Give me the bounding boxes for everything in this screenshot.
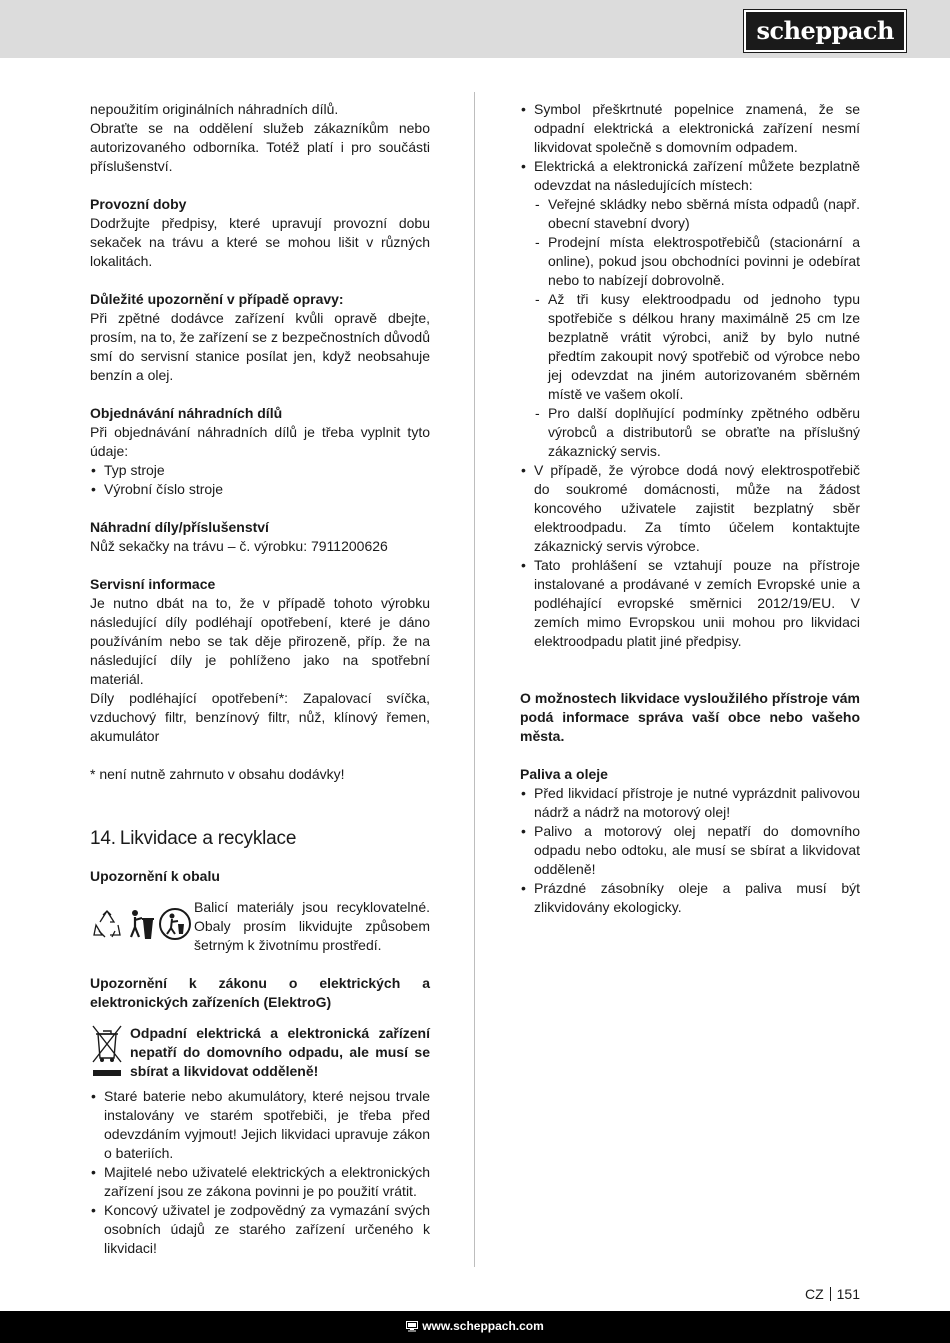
sub-list-item: - Až tři kusy elektroodpadu od jednoho typu spotřebiče s délkou hrany maximálně 25 cm lze bezplatně vrátit výrobci, aniž by bylo nutné předtím zakoupit nový spotřebič od výrobce nebo jej odevzdat na jiném autorizovaném sběrném místě ve vašem okolí.: [534, 290, 860, 404]
servis-text-2: Díly podléhající opotřebení*: Zapalovací svíčka, vzduchový filtr, benzínový filtr, nůž, klínový řemen, akumulátor: [90, 690, 430, 744]
intro-text: nepoužitím originálních náhradních dílů.: [90, 101, 339, 117]
sub-list-item: - Veřejné skládky nebo sběrná místa odpadů (např. obecní stavební dvory): [534, 195, 860, 233]
footer-bar: [0, 1311, 950, 1343]
list-item: • Před likvidací přístroje je nutné vyprázdnit palivovou nádrž a nádrž na motorový olej!: [520, 784, 860, 822]
weee-icon: [90, 1024, 130, 1087]
list-item: • Prázdné zásobníky oleje a paliva musí být zlikvidovány ekologicky.: [520, 879, 860, 917]
brand-logo: scheppach: [744, 10, 906, 52]
right-column: [520, 100, 860, 917]
monitor-icon: [406, 1321, 418, 1332]
objednavani-text: Při objednávání náhradních dílů je třeba vyplnit tyto údaje:: [90, 424, 430, 459]
page-separator: [830, 1287, 831, 1301]
paliva-heading: Paliva a oleje: [520, 766, 608, 782]
elektro-list: [90, 1087, 430, 1258]
page-number: [805, 1286, 860, 1302]
list-item: • V případě, že výrobce dodá nový elektrospotřebič do soukromé domácnosti, může na žádost koncového uživatele zajistit bezplatný sběr elektroodpadu. Za tímto účelem kontaktujte zákaznický servis výrobce.: [520, 461, 860, 556]
weee-text: Odpadní elektrická a elektronická zařízení nepatří do domovního odpadu, ale musí se sbírat a likvidovat odděleně!: [130, 1025, 430, 1079]
footer-url[interactable]: www.scheppach.com: [422, 1319, 544, 1333]
list-item-text: Elektrická a elektronická zařízení můžete bezplatně odevzdat na následujících místech:: [534, 158, 860, 193]
packaging-notice: [90, 898, 430, 955]
nahradni-text: Nůž sekačky na trávu – č. výrobku: 7911200626: [90, 538, 388, 554]
objednavani-heading: Objednávání náhradních dílů: [90, 405, 283, 421]
list-item: • Symbol přeškrtnuté popelnice znamená, že se odpadní elektrická a elektronická zařízení nesmí likvidovat společně s domovním odpadem.: [520, 100, 860, 157]
left-column: [90, 100, 430, 1258]
oprava-text: Při zpětné dodávce zařízení kvůli opravě dbejte, prosím, na to, že zařízení se z bezpečnostních důvodů smí do servisní stanice posílat jen, když neobsahuje benzín a olej.: [90, 310, 430, 383]
packaging-icons: [90, 898, 194, 944]
column-divider: [474, 92, 475, 1267]
list-item: [520, 157, 860, 461]
list-item: • Koncový uživatel je zodpovědný za vymazání svých osobních údajů ze starého zařízení určeného k likvidaci!: [90, 1201, 430, 1258]
section-heading: [90, 827, 430, 851]
info-bold-text: O možnostech likvidace vysloužilého přístroje vám podá informace správa vaší obce nebo vašeho města.: [520, 690, 860, 744]
bin-person-icon: [126, 907, 156, 941]
collection-points-list: [534, 195, 860, 461]
list-item: • Majitelé nebo uživatelé elektrických a elektronických zařízení jsou ze zákona povinni je po použití vrátit.: [90, 1163, 430, 1201]
section-title: Likvidace a recyklace: [119, 828, 297, 849]
list-item: • Typ stroje: [90, 461, 430, 480]
objednavani-list: [90, 461, 430, 499]
obal-heading: Upozornění k obalu: [90, 868, 220, 884]
provozni-text: Dodržujte předpisy, které upravují provozní dobu sekaček na trávu a které se mohou lišit v různých lokalitách.: [90, 215, 430, 269]
list-item: • Staré baterie nebo akumulátory, které nejsou trvale instalovány ve starém spotřebiči, je třeba před odevzdáním vyjmout! Jejich likvidaci upravuje zákon o bateriích.: [90, 1087, 430, 1163]
footnote: * není nutně zahrnuto v obsahu dodávky!: [90, 766, 345, 782]
page-lang: CZ: [804, 1286, 824, 1302]
disposal-list: [520, 100, 860, 651]
servis-heading: Servisní informace: [90, 576, 216, 592]
section-number: 14.: [90, 828, 116, 849]
elektro-heading: Upozornění k zákonu o elektrických a elektronických zařízeních (ElektroG): [90, 975, 430, 1010]
sub-list-item: - Pro další doplňující podmínky zpětného odběru výrobců a distributorů se obraťte na příslušný zákaznický servis.: [534, 404, 860, 461]
paliva-list: [520, 784, 860, 917]
sub-list-item: - Prodejní místa elektrospotřebičů (stacionární a online), pokud jsou obchodníci povinni je odebírat nebo to nabízejí dobrovolně.: [534, 233, 860, 290]
header-bar: [0, 0, 950, 58]
nahradni-heading: Náhradní díly/příslušenství: [90, 519, 269, 535]
crossed-bin-icon: [90, 1024, 124, 1082]
page-num: 151: [836, 1286, 860, 1302]
intro-text-2: Obraťte se na oddělení služeb zákazníkům nebo autorizovaného odborníka. Totéž platí i pro součásti příslušenství.: [90, 120, 430, 174]
obal-text: Balicí materiály jsou recyklovatelné. Obaly prosím likvidujte způsobem šetrným k životnímu prostředí.: [194, 899, 430, 953]
servis-text: Je nutno dbát na to, že v případě tohoto výrobku následující díly podléhají opotřebení, které je dáno používáním nebo se tak děje přirozeně, příp. že na následující díly je pohlíženo jako na spotřební materiál.: [90, 595, 430, 687]
oprava-heading: Důležité upozornění v případě opravy:: [90, 291, 344, 307]
list-item: • Tato prohlášení se vztahují pouze na přístroje instalované a prodávané v zemích Evropské unie a podléhající evropské směrnici 2012/19/EU. V zemích mimo Evropskou unii mohou pro likvidaci elektroodpadu platit jiné předpisy.: [520, 556, 860, 651]
tidyman-icon: [158, 907, 192, 941]
recycle-icon: [90, 907, 124, 941]
list-item: • Výrobní číslo stroje: [90, 480, 430, 499]
list-item: • Palivo a motorový olej nepatří do domovního odpadu nebo odtoku, ale musí se sbírat a likvidovat odděleně!: [520, 822, 860, 879]
weee-notice: [90, 1024, 430, 1087]
provozni-heading: Provozní doby: [90, 196, 187, 212]
